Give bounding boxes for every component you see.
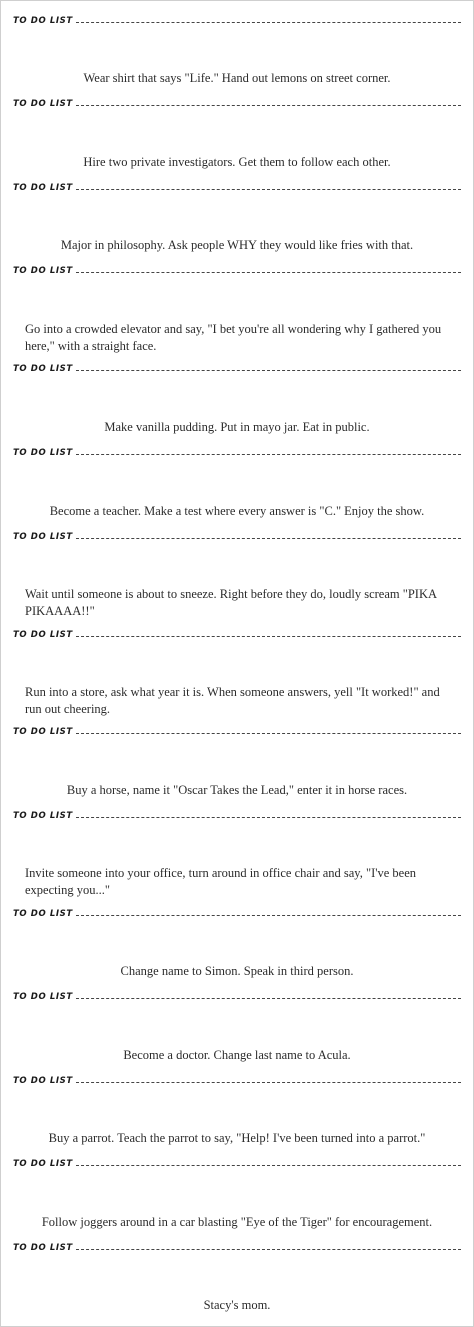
todo-list-header bbox=[13, 809, 461, 823]
todo-list-header bbox=[13, 264, 461, 278]
todo-item: Go into a crowded elevator and say, "I bet you're all wondering why I gathered you here," with a straight face. bbox=[25, 322, 442, 353]
todo-list-header bbox=[13, 530, 461, 544]
todo-list-header-label: TO DO LIST bbox=[13, 727, 73, 737]
todo-item: Wait until someone is about to sneeze. Right before they do, loudly scream "PIKA PIKAAAA!!" bbox=[25, 587, 437, 618]
todo-item: Stacy's mom. bbox=[203, 1298, 271, 1312]
todo-list-header-label: TO DO LIST bbox=[13, 532, 73, 542]
todo-list-header bbox=[13, 628, 461, 642]
dashed-divider bbox=[76, 454, 461, 455]
dashed-divider bbox=[76, 998, 461, 999]
todo-list-header bbox=[13, 1074, 461, 1088]
dashed-divider bbox=[76, 272, 461, 273]
todo-list-header bbox=[13, 181, 461, 195]
dashed-divider bbox=[76, 733, 461, 734]
todo-list-header bbox=[13, 725, 461, 739]
todo-list-header bbox=[13, 1157, 461, 1171]
todo-list-header-label: TO DO LIST bbox=[13, 909, 73, 919]
dashed-divider bbox=[76, 1082, 461, 1083]
todo-list-header bbox=[13, 907, 461, 921]
dashed-divider bbox=[76, 189, 461, 190]
dashed-divider bbox=[76, 370, 461, 371]
todo-list-header-label: TO DO LIST bbox=[13, 183, 73, 193]
dashed-divider bbox=[76, 105, 461, 106]
todo-list-header bbox=[13, 14, 461, 28]
todo-item: Major in philosophy. Ask people WHY they would like fries with that. bbox=[60, 238, 414, 252]
dashed-divider bbox=[76, 915, 461, 916]
todo-list-header-label: TO DO LIST bbox=[13, 630, 73, 640]
todo-list-header-label: TO DO LIST bbox=[13, 364, 73, 374]
todo-list-header-label: TO DO LIST bbox=[13, 811, 73, 821]
todo-list-header-label: TO DO LIST bbox=[13, 1076, 73, 1086]
todo-list-header-label: TO DO LIST bbox=[13, 1243, 73, 1253]
dashed-divider bbox=[76, 1249, 461, 1250]
todo-list-header-label: TO DO LIST bbox=[13, 266, 73, 276]
todo-item: Buy a parrot. Teach the parrot to say, "Help! I've been turned into a parrot." bbox=[48, 1131, 426, 1145]
todo-list-page bbox=[1, 1, 473, 1326]
todo-item: Become a teacher. Make a test where every answer is "C." Enjoy the show. bbox=[49, 504, 425, 518]
todo-list-header-label: TO DO LIST bbox=[13, 1159, 73, 1169]
dashed-divider bbox=[76, 817, 461, 818]
todo-item: Run into a store, ask what year it is. When someone answers, yell "It worked!" and run out cheering. bbox=[25, 685, 440, 716]
dashed-divider bbox=[76, 1165, 461, 1166]
dashed-divider bbox=[76, 538, 461, 539]
todo-list-header-label: TO DO LIST bbox=[13, 992, 73, 1002]
todo-item: Make vanilla pudding. Put in mayo jar. Eat in public. bbox=[104, 420, 370, 434]
todo-list-header bbox=[13, 362, 461, 376]
todo-list-header bbox=[13, 446, 461, 460]
todo-item: Buy a horse, name it "Oscar Takes the Lead," enter it in horse races. bbox=[66, 783, 408, 797]
todo-list-header bbox=[13, 1241, 461, 1255]
todo-item: Follow joggers around in a car blasting "Eye of the Tiger" for encouragement. bbox=[41, 1215, 433, 1229]
todo-list-header-label: TO DO LIST bbox=[13, 16, 73, 26]
todo-list-header-label: TO DO LIST bbox=[13, 448, 73, 458]
dashed-divider bbox=[76, 636, 461, 637]
todo-list-header-label: TO DO LIST bbox=[13, 99, 73, 109]
todo-item: Become a doctor. Change last name to Acula. bbox=[123, 1048, 351, 1062]
todo-item: Change name to Simon. Speak in third person. bbox=[120, 964, 354, 978]
todo-list-header bbox=[13, 97, 461, 111]
todo-list-header bbox=[13, 990, 461, 1004]
todo-item: Wear shirt that says "Life." Hand out lemons on street corner. bbox=[83, 71, 391, 85]
todo-item: Invite someone into your office, turn around in office chair and say, "I've been expecting you..." bbox=[25, 866, 417, 897]
dashed-divider bbox=[76, 22, 461, 23]
todo-item: Hire two private investigators. Get them to follow each other. bbox=[83, 155, 391, 169]
